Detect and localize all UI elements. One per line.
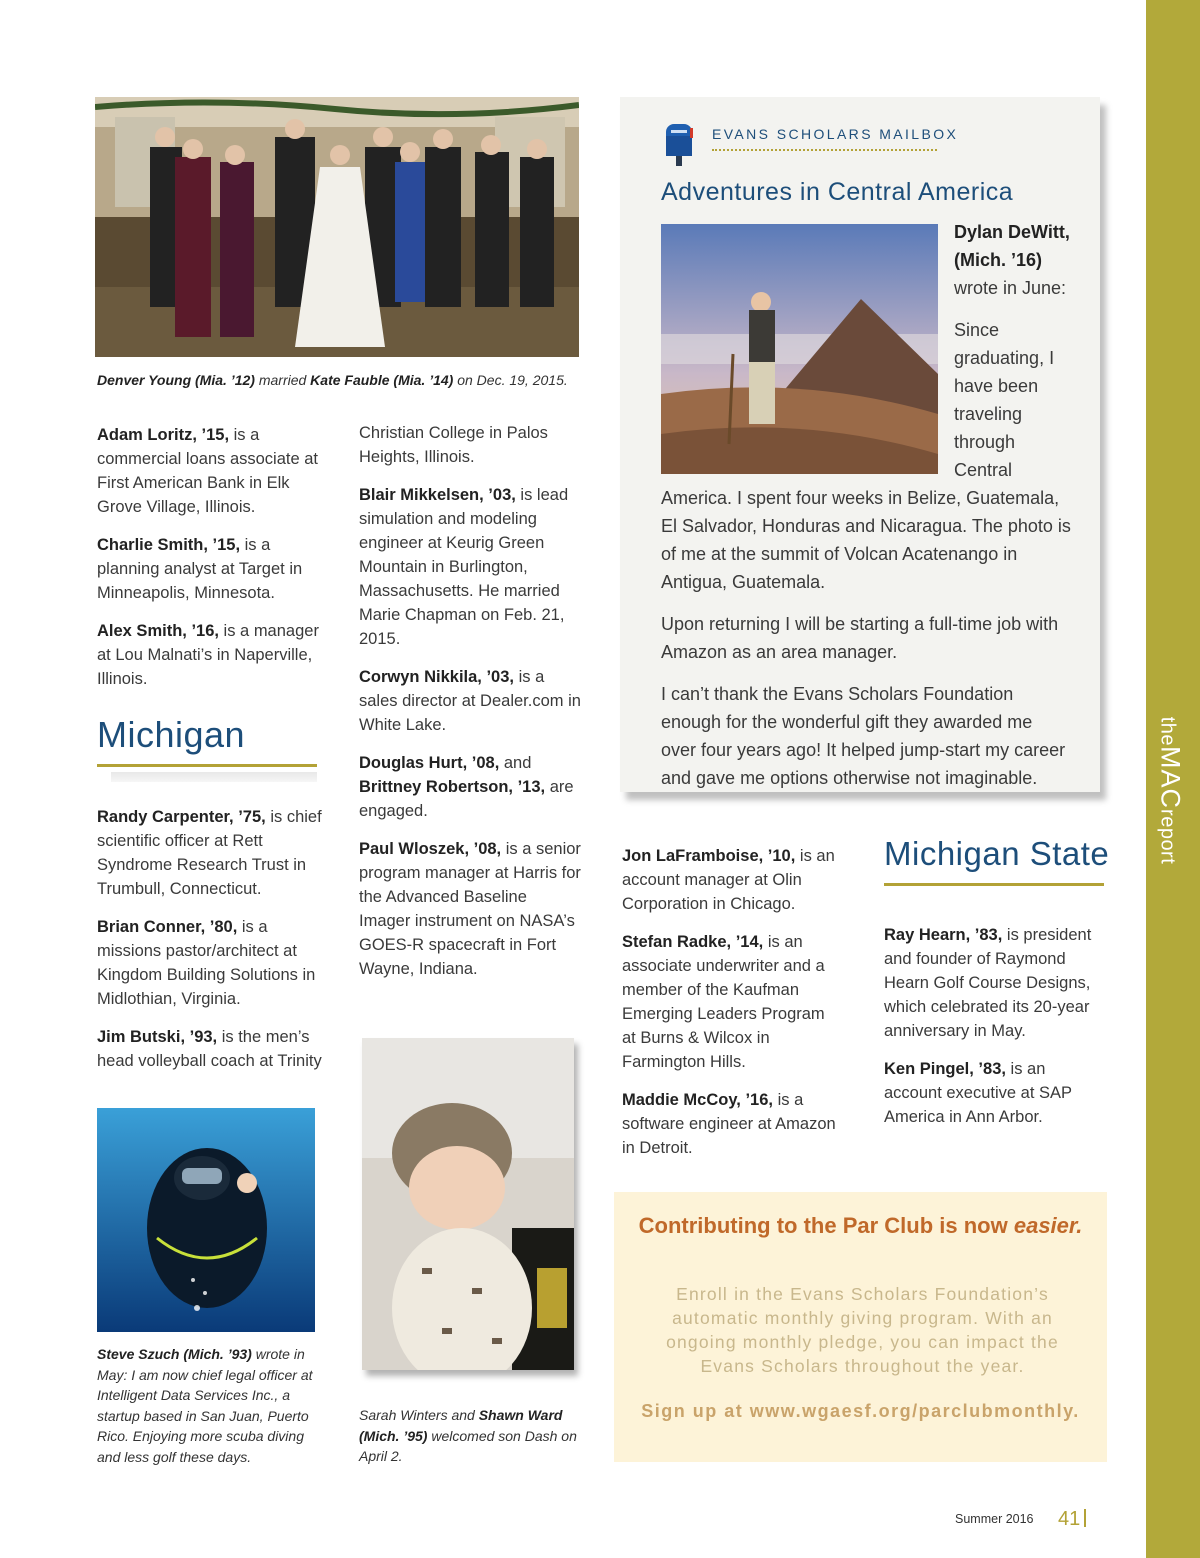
alumni-name: Paul Wloszek, ’08,: [359, 840, 502, 858]
alumni-entry: [359, 751, 581, 823]
alumni-entry: [359, 837, 581, 981]
alumni-entry: [97, 533, 322, 605]
page-number: [1058, 1508, 1086, 1531]
caption-segment: married: [254, 372, 311, 388]
alumni-detail: are engaged.: [359, 778, 574, 820]
alumni-entry: [622, 930, 837, 1074]
alumni-name: Ken Pingel, ’83,: [884, 1060, 1006, 1078]
alumni-detail: is lead simulation and modeling engineer at Keurig Green Mountain in Burlington, Massachusetts. He married Marie Chapman on Feb. 21, 2015.: [359, 486, 569, 648]
mailbox-paragraph-1: [661, 316, 1071, 596]
alumni-detail: is an account executive at SAP America in Ann Arbor.: [884, 1060, 1072, 1126]
michigan-state-heading: Michigan State: [884, 835, 1110, 872]
alumni-name: Jim Butski, ’93,: [97, 1028, 218, 1046]
alumni-entry: [622, 1088, 837, 1160]
par-club-headline: [614, 1213, 1107, 1239]
alumni-entry: [97, 1025, 322, 1073]
alumni-entry: [884, 1057, 1099, 1129]
alumni-detail: is a software engineer at Amazon in Detroit.: [622, 1091, 836, 1157]
mailbox-label-dots: [712, 149, 937, 151]
wedding-photo: [95, 97, 579, 357]
baby-photo: [362, 1038, 574, 1370]
michigan-entries: [97, 805, 322, 1087]
mailbox-label: EVANS SCHOLARS MAILBOX: [712, 126, 959, 142]
alumni-detail: is a manager at Lou Malnati’s in Naperville, Illinois.: [97, 622, 319, 688]
mailbox-author: Dylan DeWitt, (Mich. ’16): [954, 222, 1070, 270]
mailbox-title: Adventures in Central America: [661, 178, 1014, 206]
mailbox-body: [661, 316, 1071, 792]
alumni-name: Ray Hearn, ’83,: [884, 926, 1003, 944]
mailbox-paragraph-2: Upon returning I will be starting a full-time job with Amazon as an area manager.: [661, 614, 1059, 662]
alumni-detail: is a sales director at Dealer.com in White Lake.: [359, 668, 581, 734]
caption-segment: wrote in May: I am now chief legal officer at Intelligent Data Services Inc., a startup based in San Juan, Puerto Rico. Enjoying more scuba diving and less golf these days.: [97, 1346, 313, 1465]
alumni-name: Corwyn Nikkila, ’03,: [359, 668, 514, 686]
alumni-detail: is president and founder of Raymond Hearn Golf Course Designs, which celebrated its 20-year anniversary in May.: [884, 926, 1092, 1040]
alumni-entry: [359, 421, 581, 469]
michigan-rule-shadow: [111, 772, 317, 782]
alumni-name: Blair Mikkelsen, ’03,: [359, 486, 516, 504]
alumni-entry: [884, 923, 1099, 1043]
alumni-name: Stefan Radke, ’14,: [622, 933, 764, 951]
alumni-name: Douglas Hurt, ’08,: [359, 754, 500, 772]
par-club-signup-link[interactable]: Sign up at www.wgaesf.org/parclubmonthly.: [641, 1401, 1080, 1421]
mailbox-paragraph-3: I can’t thank the Evans Scholars Foundation enough for the wonderful gift they awarded me over four years ago! It helped jump-start my career and gave me options otherwise not imaginable.: [661, 684, 1066, 788]
alumni-detail: and: [499, 754, 532, 772]
alumni-entry: [97, 915, 322, 1011]
scuba-caption: [97, 1344, 319, 1467]
michigan-heading: Michigan: [97, 714, 246, 755]
wedding-caption: [97, 370, 587, 391]
footer-season: Summer 2016: [955, 1512, 1034, 1526]
alumni-name: Randy Carpenter, ’75,: [97, 808, 266, 826]
alumni-name: Brian Conner, ’80,: [97, 918, 238, 936]
alumni-name: Charlie Smith, ’15,: [97, 536, 241, 554]
alumni-detail: is an account manager at Olin Corporation in Chicago.: [622, 847, 835, 913]
alumni-name: Adam Loritz, ’15,: [97, 426, 230, 444]
alumni-detail: is a senior program manager at Harris for the Advanced Baseline Imager instrument on NASA’s GOES-R spacecraft in Fort Wayne, Indiana.: [359, 840, 581, 978]
caption-segment: Steve Szuch (Mich. ’93): [97, 1346, 252, 1362]
alumni-entry: [622, 844, 837, 916]
alumni-name: Jon LaFramboise, ’10,: [622, 847, 796, 865]
alumni-entry: [97, 805, 322, 901]
caption-segment: Sarah Winters and: [359, 1407, 479, 1423]
par-club-body: Enroll in the Evans Scholars Foundation’s automatic monthly giving program. With an ongoing monthly pledge, you can impact the Evans Scholars throughout the year.: [666, 1284, 1059, 1376]
scuba-photo: [97, 1108, 315, 1332]
alumni-detail: is an associate underwriter and a member of the Kaufman Emerging Leaders Program at Burns & Wilcox in Farmington Hills.: [622, 933, 825, 1071]
alumni-detail: Christian College in Palos Heights, Illinois.: [359, 424, 548, 466]
mailbox-wrote: wrote in June:: [954, 278, 1067, 298]
pub-name-the: the: [1156, 716, 1179, 746]
alumni-name: Maddie McCoy, ’16,: [622, 1091, 773, 1109]
mailbox-author-block: [954, 218, 1074, 302]
alumni-detail: is a planning analyst at Target in Minneapolis, Minnesota.: [97, 536, 303, 602]
column-3-entries: [622, 844, 837, 1174]
alumni-entry: [359, 665, 581, 737]
alumni-detail: is chief scientific officer at Rett Syndrome Research Trust in Trumbull, Connecticut.: [97, 808, 322, 898]
baby-caption: [359, 1405, 579, 1467]
publication-name: [1125, 715, 1200, 865]
caption-segment: on Dec. 19, 2015.: [453, 372, 568, 388]
alumni-detail: is the men’s head volleyball coach at Trinity: [97, 1028, 322, 1070]
caption-segment: Kate Fauble (Mia. ’14): [310, 372, 454, 388]
alumni-entry: [97, 619, 322, 691]
michigan-state-rule: [884, 883, 1104, 886]
par-club-headline-emphasis: easier.: [1013, 1213, 1083, 1238]
caption-segment: welcomed son Dash on April 2.: [359, 1427, 577, 1464]
mailbox-paragraph-1-text: Since graduating, I have been traveling through Central America. I spent four weeks in Belize, Guatemala, El Salvador, Honduras and Nicaragua. The photo is of me at the summit of Volcan Acatenango in Antigua, Guatemala.: [661, 320, 1071, 592]
pub-name-mac: MAC: [1155, 745, 1186, 809]
par-club-headline-text: Contributing to the Par Club is now: [638, 1213, 1014, 1238]
column-2-entries: [359, 421, 581, 995]
mailbox-icon: [662, 120, 696, 166]
pub-name-report: report: [1156, 808, 1179, 864]
page-number-text: 41: [1058, 1508, 1081, 1530]
alumni-detail: is a commercial loans associate at First American Bank in Elk Grove Village, Illinois.: [97, 426, 319, 516]
michigan-state-entries: [884, 923, 1099, 1143]
alumni-entry: [97, 423, 322, 519]
michigan-rule: [97, 764, 317, 767]
column-1-entries: [97, 423, 322, 705]
alumni-name: Brittney Robertson, ’13,: [359, 778, 546, 796]
alumni-detail: is a missions pastor/architect at Kingdom Building Solutions in Midlothian, Virginia.: [97, 918, 316, 1008]
alumni-entry: [359, 483, 581, 651]
caption-segment: Denver Young (Mia. ’12): [97, 372, 255, 388]
caption-segment: Shawn Ward (Mich. ’95): [359, 1407, 563, 1444]
alumni-name: Alex Smith, ’16,: [97, 622, 219, 640]
